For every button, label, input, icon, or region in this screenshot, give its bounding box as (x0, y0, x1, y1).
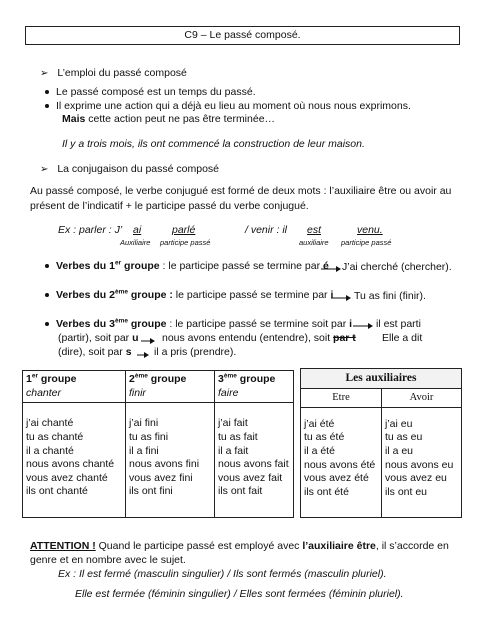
conj-line: ils ont eu (385, 485, 428, 498)
ending: u (132, 332, 139, 344)
conj-line: tu as chanté (26, 430, 84, 443)
group-number: 2 (129, 373, 135, 385)
conj-line: j’ai été (304, 417, 335, 430)
label-auxiliaire: auxiliaire (299, 238, 329, 247)
rule-text: : le participe passé se termine soit par (166, 318, 350, 330)
attention-line2: genre et en nombre avec le sujet. (30, 554, 186, 566)
verb-name: chanter (26, 386, 62, 399)
group3-line2-ex (162, 332, 356, 346)
attention-example2: Elle est fermée (féminin singulier) / Elles sont fermées (féminin pluriel). (75, 588, 404, 600)
attention-example1: Ex : Il est fermé (masculin singulier) / Ils sont fermés (masculin pluriel). (58, 568, 387, 580)
group-label: Verbes du 1 (56, 260, 115, 272)
ending: é (323, 260, 329, 272)
conj-line: ils ont été (304, 485, 349, 498)
example-auxiliary: est (307, 224, 322, 236)
note-bold: Mais (62, 113, 86, 125)
aux-title: Les auxiliaires (301, 369, 462, 389)
heading-text: La conjugaison du passé composé (57, 163, 220, 175)
group-word: groupe (236, 373, 276, 385)
conj-line: nous avons chanté (26, 458, 115, 471)
conj-line: tu as fait (218, 430, 258, 443)
text: (partir), soit par (58, 332, 133, 344)
label-participe: participe passé (341, 238, 392, 247)
text: Quand le participe passé est employé avec (95, 540, 303, 552)
header-group3 (215, 371, 294, 403)
attention-label: ATTENTION ! (30, 540, 96, 552)
superscript: ème (134, 372, 148, 380)
conj-line: il a fini (129, 444, 159, 457)
arrow-icon (140, 337, 156, 345)
group1-example: J’ai cherché (chercher). (342, 261, 452, 273)
rule-text: : le participe passé se termine par (159, 260, 324, 272)
section-heading-conjugaison (40, 163, 219, 177)
bullet-item (45, 100, 411, 114)
example-participle: parlé (172, 224, 196, 236)
arrow-bullet-icon: ➢ (40, 68, 49, 79)
emphasis: l’auxiliaire être (302, 540, 376, 552)
ending: s (125, 346, 132, 358)
group-word: groupe (147, 373, 187, 385)
group-word: groupe : (127, 289, 173, 301)
conj-line: il a été (304, 444, 335, 457)
group3-line2-ex2: Elle a dit (382, 332, 423, 344)
conj-line: j’ai chanté (26, 417, 74, 430)
verb-name: faire (218, 386, 239, 399)
group-word: groupe (127, 318, 167, 330)
col-group1 (23, 403, 126, 518)
group-label: Verbes du 3 (56, 318, 115, 330)
conj-line: nous avons fini (129, 458, 200, 471)
label-auxiliaire: Auxiliaire (120, 238, 151, 247)
conj-line: vous avez été (304, 472, 369, 485)
group2-example: Tu as fini (finir). (354, 290, 426, 302)
group3-line3 (58, 346, 132, 360)
conj-line: tu as eu (385, 431, 423, 444)
group3-line2 (58, 332, 139, 346)
bullet-icon (45, 293, 49, 297)
bullet-icon (45, 90, 49, 94)
example-label: Ex : parler : J’ (58, 224, 123, 236)
superscript: er (31, 372, 38, 380)
conj-line: j’ai fini (129, 417, 159, 430)
aux-col-avoir: Avoir (382, 388, 462, 407)
arrow-icon (352, 322, 374, 330)
col-group3 (215, 403, 294, 518)
group1-rule (45, 260, 329, 274)
attention-line (30, 540, 449, 554)
bullet-icon (45, 264, 49, 268)
example-sentence: Il y a trois mois, ils ont commencé la construction de leur maison. (62, 138, 365, 150)
etre-col (301, 407, 382, 517)
conj-line: vous avez chanté (26, 471, 108, 484)
conj-line: j’ai eu (385, 417, 413, 430)
text: nous avons entendu (entendre), soit (162, 332, 334, 344)
section-heading-emploi (40, 67, 187, 81)
avoir-col (382, 407, 462, 517)
conj-line: nous avons fait (218, 458, 289, 471)
superscript: ème (114, 288, 128, 296)
arrow-bullet-icon: ➢ (40, 164, 49, 175)
conjugation-table (22, 370, 294, 518)
text: , il s’accorde en (375, 540, 449, 552)
example-separator: / venir : il (245, 224, 288, 236)
conj-line: ils ont chanté (26, 485, 88, 498)
header-group1 (23, 371, 126, 403)
conj-line: vous avez eu (385, 472, 447, 485)
bullet-icon (45, 322, 49, 326)
conj-line: ils ont fait (218, 485, 263, 498)
label-participe: participe passé (160, 238, 211, 247)
conj-line: ils ont fini (129, 485, 173, 498)
bullet-item (45, 86, 256, 100)
group-word: groupe (121, 260, 160, 272)
group-number: 1 (26, 373, 32, 385)
conj-line: tu as fini (129, 430, 169, 443)
conj-line: nous avons été (304, 458, 376, 471)
ending: par t (333, 332, 356, 344)
superscript: ème (114, 317, 128, 325)
superscript: ème (223, 372, 237, 380)
conj-line: il a chanté (26, 444, 74, 457)
conj-line: vous avez fini (129, 471, 193, 484)
heading-text: L’emploi du passé composé (57, 67, 187, 79)
conj-line: tu as été (304, 431, 345, 444)
group-label: Verbes du 2 (56, 289, 115, 301)
arrow-icon (330, 294, 352, 302)
group3-line3-ex: il a pris (prendre). (154, 346, 237, 358)
group3-example: il est parti (376, 318, 421, 330)
note-text: cette action peut ne pas être terminée… (85, 113, 276, 125)
rule-text: le participe passé se termine par (172, 289, 331, 301)
conj-line: il a fait (218, 444, 249, 457)
aux-col-etre: Etre (301, 388, 382, 407)
note-line (62, 113, 275, 127)
ending: i (330, 289, 334, 301)
intro-line: Au passé composé, le verbe conjugué est formé de deux mots : l’auxiliaire être ou avoir au (30, 185, 452, 197)
group3-rule (45, 318, 352, 332)
example-auxiliary: ai (133, 224, 142, 236)
bullet-icon (45, 104, 49, 108)
header-group2 (126, 371, 215, 403)
superscript: er (114, 259, 122, 267)
group2-rule (45, 289, 333, 303)
text: (dire), soit par (58, 346, 126, 358)
arrow-icon (320, 265, 342, 273)
arrow-icon (136, 351, 150, 359)
group-word: groupe (38, 373, 77, 385)
verb-name: finir (129, 386, 146, 399)
example-participle: venu. (357, 224, 383, 236)
auxiliaries-table (300, 368, 462, 518)
group-number: 3 (218, 373, 224, 385)
conj-line: vous avez fait (218, 471, 283, 484)
col-group2 (126, 403, 215, 518)
ending: i (349, 318, 353, 330)
document-title: C9 – Le passé composé. (25, 26, 460, 45)
conj-line: j’ai fait (218, 417, 248, 430)
bullet-text: Le passé composé est un temps du passé. (56, 86, 256, 98)
conj-line: nous avons eu (385, 458, 454, 471)
intro-line: présent de l’indicatif + le participe passé du verbe conjugué. (30, 200, 309, 212)
bullet-text: Il exprime une action qui a déjà eu lieu au moment où nous nous exprimons. (56, 100, 411, 112)
conj-line: il a eu (385, 444, 414, 457)
